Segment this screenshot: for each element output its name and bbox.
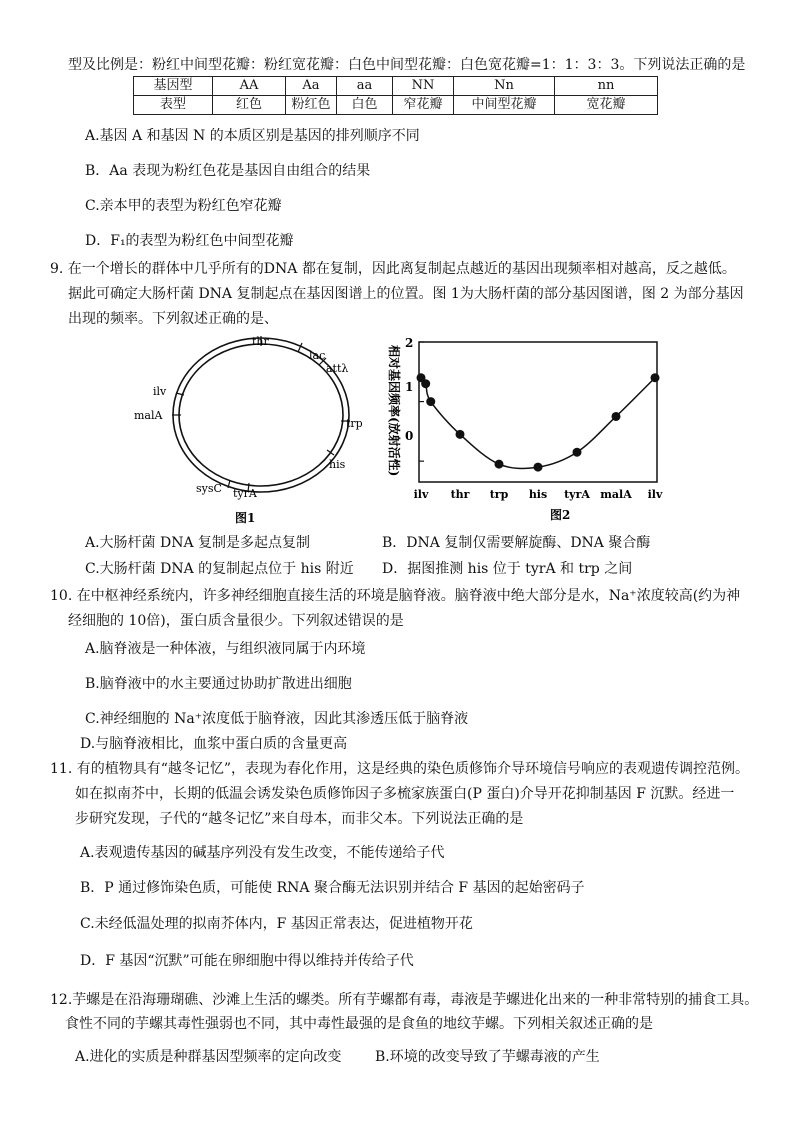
- q10-option-a: A.脑脊液是一种体液，与组织液同属于内环境: [85, 641, 366, 657]
- data-point: [534, 463, 543, 472]
- q9-option-c: C.大肠杆菌 DNA 的复制起点位于 his 附近: [85, 561, 354, 577]
- q9-stem-line: 9. 在一个增长的群体中几乎所有的DNA 都在复制，因此离复制起点越近的基因出现频率相对越高，反之越低。: [50, 261, 736, 277]
- q10-option-b: B.脑脊液中的水主要通过协助扩散进出细胞: [85, 676, 352, 692]
- table-row: [134, 96, 658, 115]
- gene-label-tyrA: tyrA: [233, 487, 257, 500]
- q12-option-b: B.环境的改变导致了芋螺毒液的产生: [375, 1049, 600, 1065]
- table-cell: 基因型: [134, 77, 213, 96]
- genotype-table: [133, 76, 658, 115]
- q11-option-d: D．F 基因“沉默”可能在卵细胞中得以维持并传给子代: [80, 953, 414, 969]
- table-cell: nn: [555, 77, 658, 96]
- q8-option-c: C.亲本甲的表型为粉红色窄花瓣: [85, 198, 282, 214]
- x-tick-label: thr: [450, 488, 470, 501]
- gene-label-malA: malA: [134, 409, 163, 422]
- data-point: [612, 412, 621, 421]
- x-tick-label: malA: [600, 488, 632, 501]
- data-point: [456, 430, 465, 439]
- gene-label-trp: trp: [346, 417, 363, 430]
- figure-2-caption: 图2: [550, 508, 571, 522]
- q11-option-c: C.未经低温处理的拟南芥体内，F 基因正常表达，促进植物开花: [80, 916, 473, 932]
- table-cell: 红色: [213, 96, 286, 115]
- q9-option-a: A.大肠杆菌 DNA 复制是多起点复制: [85, 535, 311, 551]
- q9-option-d: D．据图推测 his 位于 tyrA 和 trp 之间: [382, 561, 633, 577]
- q9-stem-line: 据此可确定大肠杆菌 DNA 复制起点在基因图谱上的位置。图 1为大肠杆菌的部分基因图谱，图 2 为部分基因: [68, 286, 744, 302]
- data-point: [651, 373, 660, 382]
- q12-option-a: A.进化的实质是种群基因型频率的定向改变: [75, 1049, 342, 1065]
- figure-2-chart: [380, 333, 680, 528]
- table-cell: AA: [213, 77, 286, 96]
- gene-label-thr: thr: [252, 335, 269, 348]
- gene-label-lac: lac: [309, 349, 326, 362]
- q12-stem-line: 食性不同的芋螺其毒性强弱也不同，其中毒性最强的是食鱼的地纹芋螺。下列相关叙述正确的是: [65, 1016, 653, 1032]
- data-point: [495, 460, 504, 469]
- figure-1-gene-map: [128, 333, 378, 528]
- q9-stem-line: 出现的频率。下列叙述正确的是、: [68, 311, 278, 327]
- chromosome-inner-ring: [179, 344, 343, 486]
- gene-marker-his: [327, 450, 334, 455]
- data-point: [421, 379, 430, 388]
- gene-label-sysC: sysC: [196, 482, 222, 495]
- table-row: [134, 77, 658, 96]
- q12-stem-line: 12.芋螺是在沿海珊瑚礁、沙滩上生活的螺类。所有芋螺都有毒，毒液是芋螺进化出来的一种非常特别的捕食工具。: [50, 992, 759, 1008]
- gene-marker-lac: [298, 343, 302, 352]
- x-tick-label: his: [528, 488, 548, 501]
- q11-option-a: A.表观遗传基因的碱基序列没有发生改变，不能传递给子代: [80, 845, 445, 861]
- q8-option-a: A.基因 A 和基因 N 的本质区别是基因的排列顺序不同: [85, 128, 420, 144]
- gene-label-his: his: [329, 458, 346, 471]
- q9-option-b: B．DNA 复制仅需要解旋酶、DNA 聚合酶: [382, 535, 651, 551]
- table-cell: Nn: [454, 77, 555, 96]
- table-cell: 粉红色: [286, 96, 337, 115]
- y-tick-label: 2: [405, 336, 414, 350]
- table-cell: NN: [393, 77, 454, 96]
- x-tick-label: tyrA: [564, 488, 590, 501]
- y-axis-label: 相对基因频率(放射活性): [387, 345, 401, 477]
- table-cell: 中间型花瓣: [454, 96, 555, 115]
- x-tick-label: trp: [489, 488, 509, 501]
- gene-label-ilv: ilv: [153, 385, 167, 398]
- table-cell: 宽花瓣: [555, 96, 658, 115]
- data-point: [573, 448, 582, 457]
- data-point: [426, 397, 435, 406]
- table-cell: 白色: [337, 96, 393, 115]
- q11-stem-line: 如在拟南芥中，长期的低温会诱发染色质修饰因子多梳家族蛋白(P 蛋白)介导开花抑制基因 F 沉默。经进一: [75, 786, 735, 802]
- q11-stem-line: 11. 有的植物具有“越冬记忆”，表现为春化作用，这是经典的染色质修饰介导环境信号响应的表观遗传调控范例。: [50, 761, 750, 777]
- table-cell: 窄花瓣: [393, 96, 454, 115]
- q8-option-b: B．Aa 表现为粉红色花是基因自由组合的结果: [85, 163, 371, 179]
- q10-stem-line: 经细胞的 10倍)，蛋白质含量很少。下列叙述错误的是: [68, 613, 404, 629]
- gene-label-attl: attλ: [326, 362, 349, 375]
- q10-stem-line: 10. 在中枢神经系统内，许多神经细胞直接生活的环境是脑脊液。脑脊液中绝大部分是水，Na⁺浓度较高(约为神: [50, 588, 741, 604]
- table-cell: aa: [337, 77, 393, 96]
- y-tick-label: 0: [405, 429, 414, 443]
- q11-option-b: B．P 通过修饰染色质，可能使 RNA 聚合酶无法识别并结合 F 基因的起始密码子: [80, 880, 585, 896]
- q10-option-d: D.与脑脊液相比，血浆中蛋白质的含量更高: [80, 736, 348, 752]
- q8-stem-tail: 型及比例是：粉红中间型花瓣：粉红宽花瓣：白色中间型花瓣：白色宽花瓣=1：1：3：3。下列说法正确的是: [68, 57, 746, 73]
- table-cell: 表型: [134, 96, 213, 115]
- figure-1-caption: 图1: [235, 511, 256, 525]
- table-cell: Aa: [286, 77, 337, 96]
- q11-stem-line: 步研究发现，子代的“越冬记忆”来自母本，而非父本。下列说法正确的是: [75, 811, 524, 827]
- y-tick-label: 1: [405, 380, 414, 394]
- x-tick-label: ilv: [647, 488, 663, 501]
- x-tick-label: ilv: [413, 488, 429, 501]
- trend-curve: [421, 378, 655, 469]
- q10-option-c: C.神经细胞的 Na⁺浓度低于脑脊液，因此其渗透压低于脑脊液: [85, 711, 469, 727]
- q8-option-d: D．F₁的表型为粉红色中间型花瓣: [85, 233, 294, 249]
